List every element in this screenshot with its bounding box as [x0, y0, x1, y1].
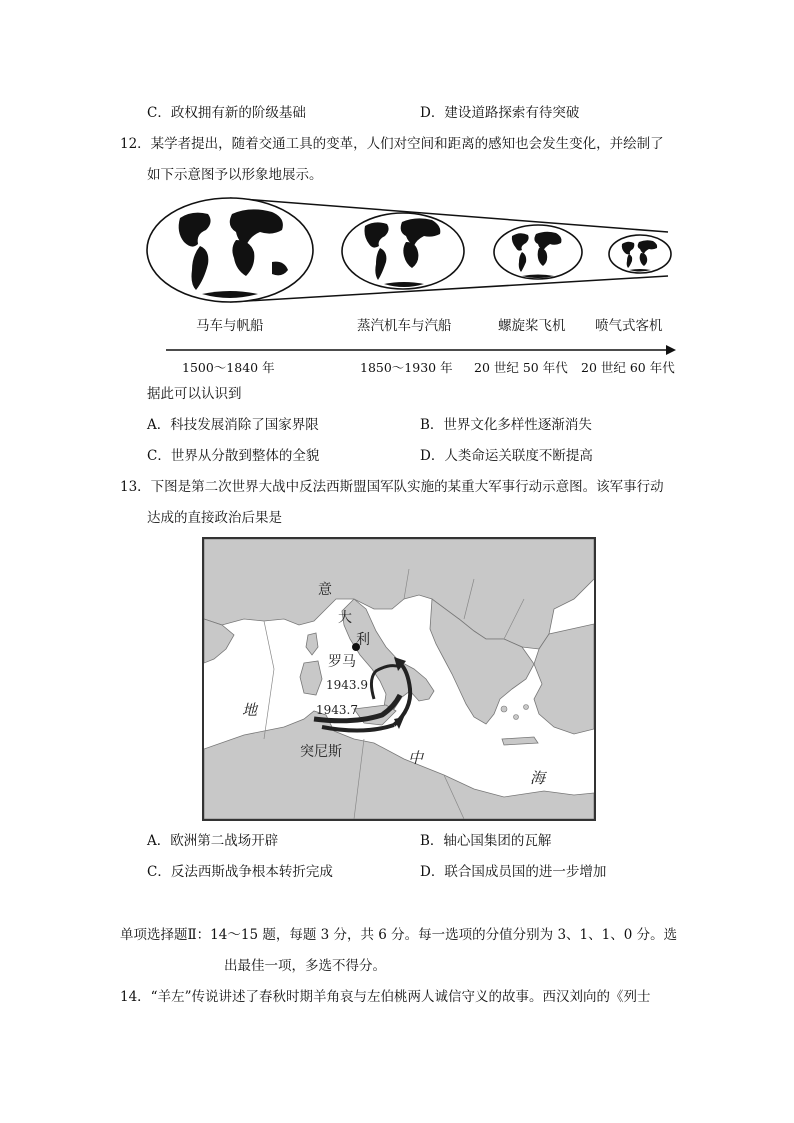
q13-stem-line2: 达成的直接政治后果是	[147, 510, 282, 526]
map-label-zhong: 中	[408, 749, 424, 767]
map-label-date-1943-7: 1943.7	[316, 703, 358, 717]
transport-label-2: 蒸汽机车与汽船	[357, 318, 452, 334]
q12-stem-line1: 12．某学者提出，随着交通工具的变革，人们对空间和距离的感知也会发生变化，并绘制了	[120, 136, 664, 152]
transport-label-4: 喷气式客机	[595, 318, 663, 334]
map-label-di: 地	[242, 701, 258, 719]
section2-line2: 出最佳一项，多选不得分。	[224, 958, 386, 974]
timeline-label-3: 20 世纪 50 年代	[474, 360, 568, 375]
map-label-date-1943-9: 1943.9	[326, 678, 368, 692]
globe-3	[494, 225, 582, 279]
globe-1	[147, 198, 313, 302]
transport-label-1: 马车与帆船	[196, 318, 264, 334]
globe-2	[342, 213, 464, 289]
map-label-li: 利	[356, 632, 370, 648]
q14-stem-line1: 14．“羊左”传说讲述了春秋时期羊角哀与左伯桃两人诚信守义的故事。西汉刘向的《列士	[120, 989, 651, 1005]
q12-prompt: 据此可以认识到	[147, 386, 242, 402]
transport-label-3: 螺旋桨飞机	[498, 318, 566, 334]
map-label-da: 大	[338, 610, 352, 626]
operation-map	[202, 537, 596, 821]
timeline-label-4: 20 世纪 60 年代	[581, 360, 675, 375]
q12-stem-line2: 如下示意图予以形象地展示。	[147, 167, 323, 183]
timeline-arrow	[166, 344, 678, 356]
map-label-hai: 海	[530, 769, 546, 787]
q11-option-c: C．政权拥有新的阶级基础	[147, 105, 306, 121]
q12-option-a: A．科技发展消除了国家界限	[147, 417, 319, 433]
globes-figure	[140, 196, 680, 306]
map-label-yi: 意	[318, 582, 332, 598]
q11-option-d: D．建设道路探索有待突破	[420, 105, 580, 121]
q12-option-c: C．世界从分散到整体的全貌	[147, 448, 320, 464]
q13-option-a: A．欧洲第二战场开辟	[147, 833, 279, 849]
q13-option-b: B．轴心国集团的瓦解	[420, 833, 552, 849]
q12-option-d: D．人类命运关联度不断提高	[420, 448, 593, 464]
q13-stem-line1: 13．下图是第二次世界大战中反法西斯盟国军队实施的某重大军事行动示意图。该军事行动	[120, 479, 664, 495]
timeline-label-2: 1850～1930 年	[360, 360, 453, 375]
q13-option-d: D．联合国成员国的进一步增加	[420, 864, 607, 880]
map-label-tunis: 突尼斯	[300, 744, 342, 760]
q13-option-c: C．反法西斯战争根本转折完成	[147, 864, 333, 880]
globe-4	[609, 235, 671, 273]
map-label-rome: 罗马	[328, 654, 356, 670]
q12-option-b: B．世界文化多样性逐渐消失	[420, 417, 592, 433]
section2-line1: 单项选择题Ⅱ：14～15 题，每题 3 分，共 6 分。每一选项的分值分别为 3、1、1、0 分。选	[120, 927, 678, 943]
timeline-label-1: 1500～1840 年	[182, 360, 275, 375]
